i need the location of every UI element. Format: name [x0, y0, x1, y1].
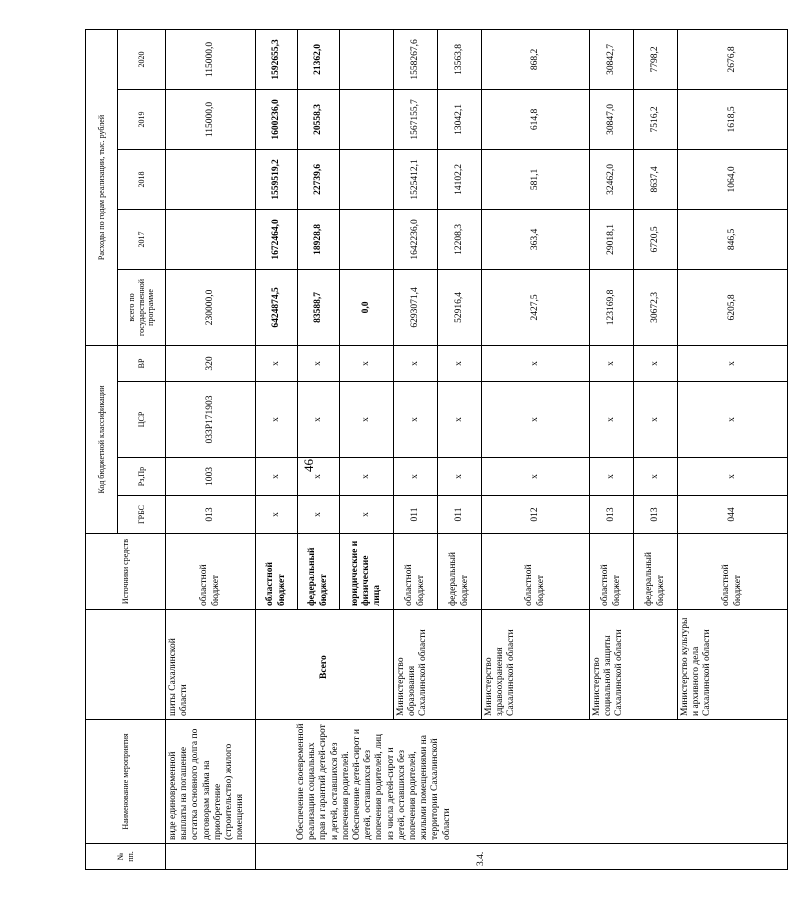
total-value: 83588,7 [298, 269, 340, 345]
executor: Министерство образования Сахалинской области [394, 610, 482, 720]
source: федеральный бюджет [298, 534, 340, 610]
value-2020: 7798,2 [634, 29, 678, 89]
rzpr: х [678, 458, 788, 496]
value-2017 [340, 209, 394, 269]
value-2020: 30842,7 [590, 29, 634, 89]
rzpr: х [634, 458, 678, 496]
value-2018: 14102,2 [438, 149, 482, 209]
rzpr: х [482, 458, 590, 496]
total-value: 2427,5 [482, 269, 590, 345]
csr: х [438, 382, 482, 458]
rzpr: х [590, 458, 634, 496]
source: областной бюджет [256, 534, 298, 610]
grbs: 013 [634, 496, 678, 534]
source: областной бюджет [678, 534, 788, 610]
grbs: 012 [482, 496, 590, 534]
csr: х [590, 382, 634, 458]
value-2018: 1525412,1 [394, 149, 438, 209]
rzpr: х [340, 458, 394, 496]
vr: х [438, 345, 482, 381]
value-2017: 1672464,0 [256, 209, 298, 269]
header-2017: 2017 [118, 209, 166, 269]
header-2019: 2019 [118, 89, 166, 149]
value-2019: 115000,0 [166, 89, 256, 149]
vr: х [256, 345, 298, 381]
header-rzpr: Рз,Пр [118, 458, 166, 496]
grbs: 011 [438, 496, 482, 534]
value-2019: 20558,3 [298, 89, 340, 149]
csr: 033P171903 [166, 382, 256, 458]
value-2017: 18928,8 [298, 209, 340, 269]
value-2019: 30847,0 [590, 89, 634, 149]
expenses-table [85, 29, 788, 870]
header-vr: ВР [118, 345, 166, 381]
value-2017: 363,4 [482, 209, 590, 269]
value-2018: 1559519,2 [256, 149, 298, 209]
total-value: 123169,8 [590, 269, 634, 345]
value-2020: 13563,8 [438, 29, 482, 89]
header-grbs: ГРБС [118, 496, 166, 534]
total-value: 230000,0 [166, 269, 256, 345]
value-2019: 1618,5 [678, 89, 788, 149]
value-2020: 868,2 [482, 29, 590, 89]
value-2018: 32462,0 [590, 149, 634, 209]
rzpr: х [438, 458, 482, 496]
vr: 320 [166, 345, 256, 381]
value-2017: 29018,1 [590, 209, 634, 269]
vr: х [298, 345, 340, 381]
rotated-table-wrapper [85, 30, 743, 870]
header-2020: 2020 [118, 29, 166, 89]
executor: Министерство культуры и архивного дела Сахалинской области [678, 610, 788, 720]
value-2020: 115000,0 [166, 29, 256, 89]
total-value: 6293071,4 [394, 269, 438, 345]
vr: х [678, 345, 788, 381]
csr: х [394, 382, 438, 458]
total-value: 6205,8 [678, 269, 788, 345]
source: областной бюджет [166, 534, 256, 610]
vr: х [634, 345, 678, 381]
value-2017: 12208,3 [438, 209, 482, 269]
value-2018 [340, 149, 394, 209]
executor: Министерство здравоохранения Сахалинской области [482, 610, 590, 720]
table-row [256, 29, 298, 869]
value-2020: 1592655,3 [256, 29, 298, 89]
measure-name: Обеспечение своевременной реализации социальных прав и гарантий детей-сирот и детей, оставшихся без попечения родителей. Обеспечение детей-сирот и детей, оставшихся без попечения родителей, лиц из числа детей-сирот и детей, оставшихся без попечения родителей, жилыми помещениями на территории Сахалинской области [256, 720, 788, 844]
rzpr: х [256, 458, 298, 496]
grbs: 011 [394, 496, 438, 534]
source: областной бюджет [394, 534, 438, 610]
header-2018: 2018 [118, 149, 166, 209]
source: областной бюджет [482, 534, 590, 610]
value-2019: 13042,1 [438, 89, 482, 149]
value-2017: 1642236,0 [394, 209, 438, 269]
total-value: 0,0 [340, 269, 394, 345]
header-num: № пп. [86, 844, 166, 870]
total-value: 6424874,5 [256, 269, 298, 345]
value-2020: 2676,8 [678, 29, 788, 89]
source: юридические и физические лица [340, 534, 394, 610]
value-2020: 21362,0 [298, 29, 340, 89]
table-row [166, 29, 256, 869]
header-code-group: Код бюджетной классификации [86, 345, 118, 533]
source: федеральный бюджет [634, 534, 678, 610]
rzpr: 1003 [166, 458, 256, 496]
grbs: х [256, 496, 298, 534]
header-source: Источники средств [86, 534, 166, 610]
executor: шиты Сахалинской области [166, 610, 256, 720]
value-2017 [166, 209, 256, 269]
value-2020 [340, 29, 394, 89]
value-2018: 581,1 [482, 149, 590, 209]
vr: х [482, 345, 590, 381]
row-num [166, 844, 256, 870]
csr: х [256, 382, 298, 458]
total-value: 52916,4 [438, 269, 482, 345]
total-value: 30672,3 [634, 269, 678, 345]
grbs: 013 [590, 496, 634, 534]
value-2020: 1558267,6 [394, 29, 438, 89]
header-total: всего по государственной программе [118, 269, 166, 345]
grbs: 013 [166, 496, 256, 534]
value-2019: 7516,2 [634, 89, 678, 149]
page-number: 46 [301, 459, 316, 472]
vr: х [340, 345, 394, 381]
vr: х [590, 345, 634, 381]
total-label: Всего [256, 610, 394, 720]
value-2019: 614,8 [482, 89, 590, 149]
csr: х [482, 382, 590, 458]
value-2017: 6720,5 [634, 209, 678, 269]
value-2018: 8637,4 [634, 149, 678, 209]
header-expenses-group: Расходы по годам реализации, тыс. рублей [86, 29, 118, 345]
value-2017: 846,5 [678, 209, 788, 269]
row-num: 3.4. [256, 844, 788, 870]
grbs: 044 [678, 496, 788, 534]
header-row-1 [86, 29, 118, 869]
measure-name: виде единовременной выплаты на погашение остатка основного долга по договорам займа на приобретение (строительство) жилого помещения [166, 720, 256, 844]
value-2018: 22739,6 [298, 149, 340, 209]
csr: х [678, 382, 788, 458]
grbs: х [298, 496, 340, 534]
executor: Министерство социальной защиты Сахалинской области [590, 610, 678, 720]
value-2018: 1064,0 [678, 149, 788, 209]
source: федеральный бюджет [438, 534, 482, 610]
csr: х [340, 382, 394, 458]
value-2019: 1567155,7 [394, 89, 438, 149]
header-executor [86, 610, 166, 720]
header-name: Наименование мероприятия [86, 720, 166, 844]
grbs: х [340, 496, 394, 534]
value-2018 [166, 149, 256, 209]
header-csr: ЦСР [118, 382, 166, 458]
rzpr: х [298, 458, 340, 496]
rzpr: х [394, 458, 438, 496]
source: областной бюджет [590, 534, 634, 610]
csr: х [634, 382, 678, 458]
value-2019: 1600236,0 [256, 89, 298, 149]
csr: х [298, 382, 340, 458]
value-2019 [340, 89, 394, 149]
vr: х [394, 345, 438, 381]
